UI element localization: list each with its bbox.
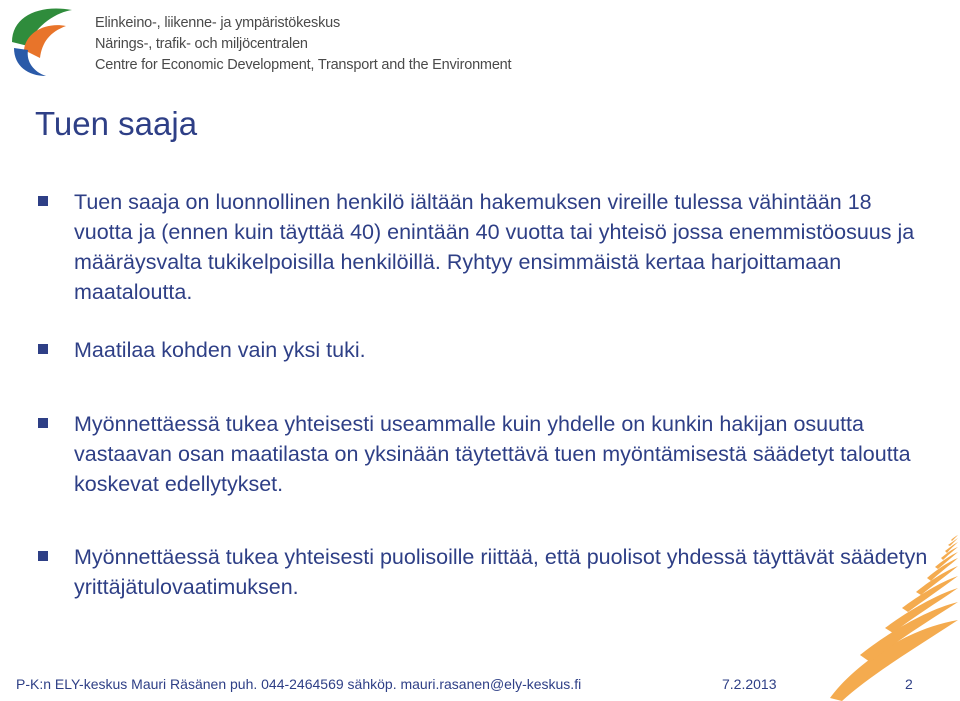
organization-name [95, 13, 511, 76]
decorative-leaf-fan-icon [790, 470, 960, 701]
bullet-square-icon [38, 418, 48, 428]
bullet-text: Tuen saaja on luonnollinen henkilö iältään hakemuksen vireille tulessa vähintään 18 vuotta ja (ennen kuin täyttää 40) enintään 40 vuotta tai yhteisö jossa enemmistöosuus ja määräysvalta tukikelpoisilla henkilöillä. Ryhtyy ensimmäistä kertaa harjoittamaan maataloutta. [74, 190, 915, 304]
bullet-square-icon [38, 344, 48, 354]
bullet-square-icon [38, 551, 48, 561]
bullet-square-icon [38, 196, 48, 206]
bullet-item [38, 335, 928, 365]
org-name-swedish: Närings-, trafik- och miljöcentralen [95, 36, 308, 52]
org-name-finnish: Elinkeino-, liikenne- ja ympäristökeskus [95, 15, 341, 31]
bullet-item [38, 187, 928, 307]
slide-title: Tuen saaja [35, 105, 198, 142]
page-number: 2 [905, 676, 913, 692]
bullet-text: Maatilaa kohden vain yksi tuki. [74, 338, 366, 362]
bullet-text: Myönnettäessä tukea yhteisesti useammalle kuin yhdelle on kunkin hakijan osuutta vastaavan osan maatilasta on yksinään täytettävä tuen myöntämisestä säädetyt taloutta koskevat edellytykset. [74, 412, 911, 496]
ely-logo-icon [6, 2, 82, 78]
bullet-text: Myönnettäessä tukea yhteisesti puolisoille riittää, että puolisot yhdessä täyttävät säädetyn yrittäjätulovaatimuksen. [74, 545, 928, 599]
footer-date: 7.2.2013 [722, 676, 777, 692]
footer-contact: P-K:n ELY-keskus Mauri Räsänen puh. 044-2464569 sähköp. mauri.rasanen@ely-keskus.fi [16, 676, 582, 692]
org-name-english: Centre for Economic Development, Transport and the Environment [95, 57, 512, 73]
